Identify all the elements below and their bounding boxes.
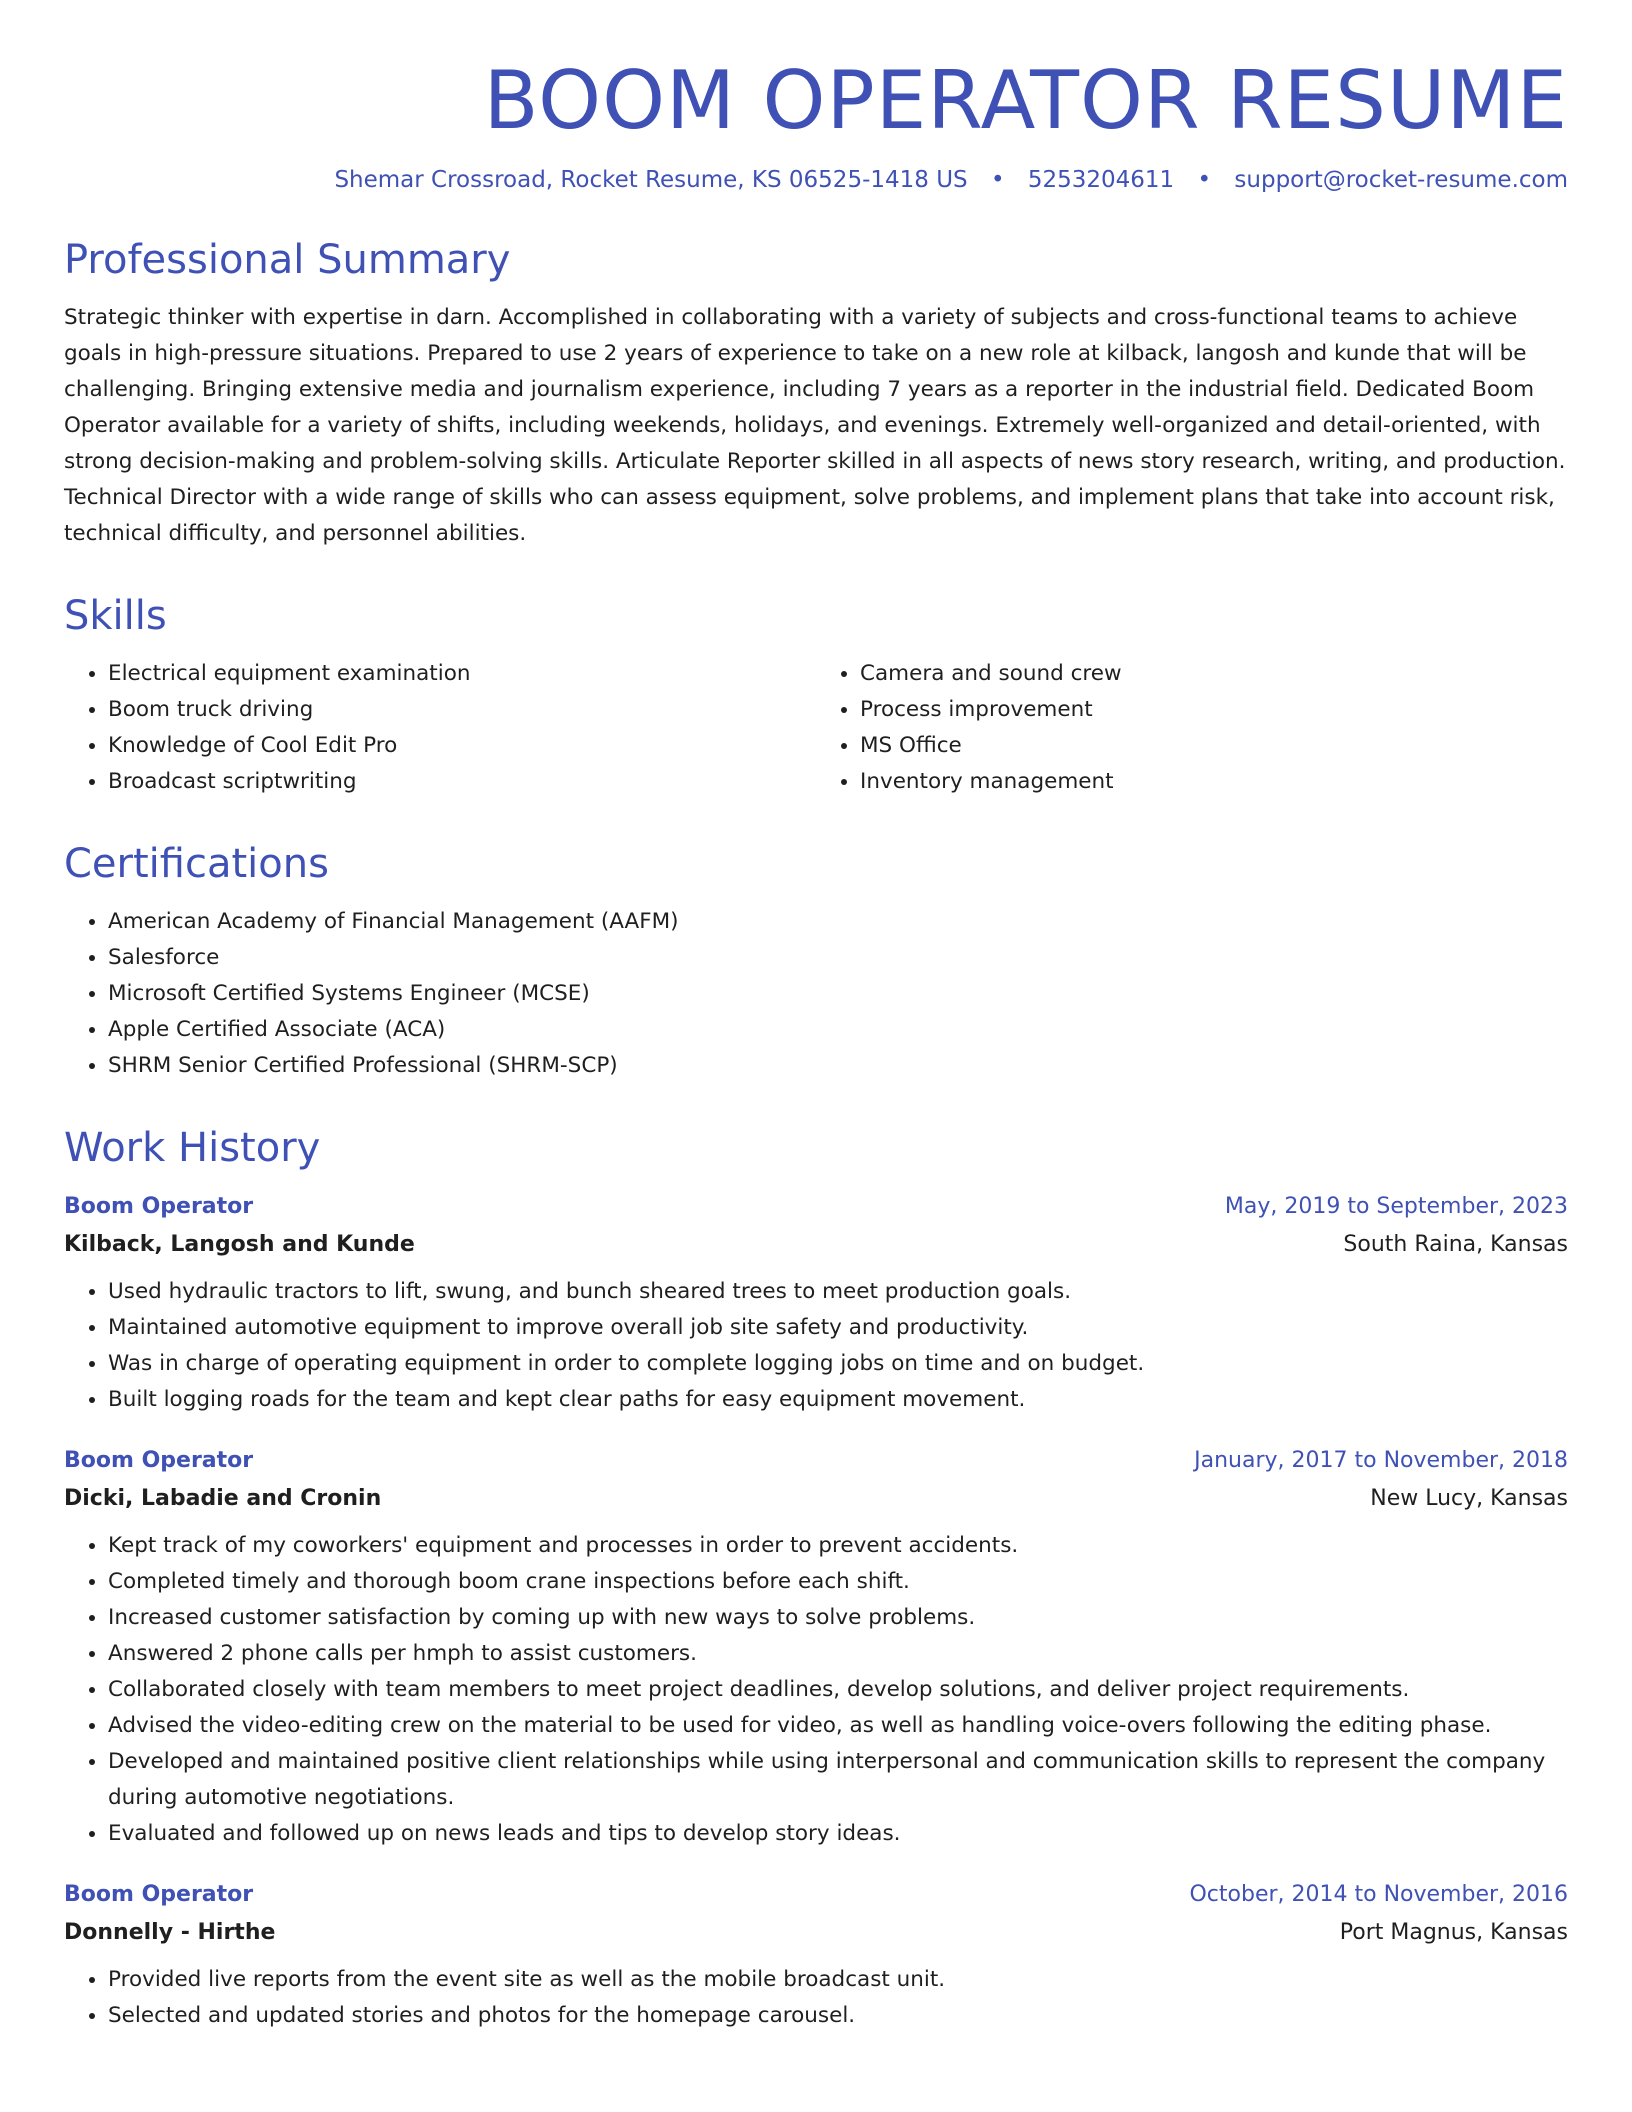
skill-item: • Electrical equipment examination [108,656,816,692]
job-bullet: • Completed timely and thorough boom crane inspections before each shift. [108,1564,1568,1600]
job-bullet: • Developed and maintained positive client relationships while using interpersonal and communication skills to represent the company during automotive negotiations. [108,1744,1568,1816]
job-entry [64,1442,1568,1852]
resume-title: BOOM OPERATOR RESUME [483,54,1568,147]
job-bullet: • Answered 2 phone calls per hmph to assist customers. [108,1636,1568,1672]
skill-item: • Camera and sound crew [860,656,1568,692]
job-location: South Raina, Kansas [1343,1232,1568,1257]
job-bullet: • Increased customer satisfaction by coming up with new ways to solve problems. [108,1600,1568,1636]
job-company: Kilback, Langosh and Kunde [64,1232,415,1257]
contact-phone: 5253204611 [1027,167,1175,193]
skill-item: • Broadcast scriptwriting [108,764,816,800]
job-bullet: • Used hydraulic tractors to lift, swung, and bunch sheared trees to meet production goals. [108,1274,1568,1310]
contact-separator: • [990,167,1005,193]
job-location: New Lucy, Kansas [1370,1486,1568,1511]
job-header [64,1442,1568,1480]
contact-address: Shemar Crossroad, Rocket Resume, KS 06525-1418 US [334,167,968,193]
certification-item: • SHRM Senior Certified Professional (SHRM-SCP) [108,1048,1568,1084]
job-dates: October, 2014 to November, 2016 [1189,1882,1568,1907]
job-bullet: • Provided live reports from the event site as well as the mobile broadcast unit. [108,1962,1568,1998]
contact-email[interactable]: support@rocket-resume.com [1234,167,1568,193]
job-entry [64,1876,1568,2034]
work-history-heading: Work History [64,1125,321,1171]
summary-heading: Professional Summary [64,237,511,283]
job-bullet: • Collaborated closely with team members to meet project deadlines, develop solutions, and deliver project requirements. [108,1672,1568,1708]
job-bullet: • Maintained automotive equipment to improve overall job site safety and productivity. [108,1310,1568,1346]
skill-item: • Boom truck driving [108,692,816,728]
job-bullet: • Advised the video-editing crew on the material to be used for video, as well as handling voice-overs following the editing phase. [108,1708,1568,1744]
job-company: Dicki, Labadie and Cronin [64,1486,382,1511]
job-bullets [64,1274,1568,1418]
job-dates: January, 2017 to November, 2018 [1194,1448,1568,1473]
skills-column-left [64,656,816,800]
certifications-list [64,904,1568,1084]
certification-item: • American Academy of Financial Management (AAFM) [108,904,1568,940]
job-header [64,1188,1568,1226]
job-subheader [64,1480,1568,1518]
skill-item: • Process improvement [860,692,1568,728]
skills-heading: Skills [64,593,167,639]
summary-text: Strategic thinker with expertise in darn. Accomplished in collaborating with a variety of subjects and cross-functional teams to achieve goals in high-pressure situations. Prepared to use 2 years of experience to take on a new role at kilback, langosh and kunde that will be challenging. Bringing extensive media and journalism experience, including 7 years as a reporter in the industrial field. Dedicated Boom Operator available for a variety of shifts, including weekends, holidays, and evenings. Extremely well-organized and detail-oriented, with strong decision-making and problem-solving skills. Articulate Reporter skilled in all aspects of news story research, writing, and production. Technical Director with a wide range of skills who can assess equipment, solve problems, and implement plans that take into account risk, technical difficulty, and personnel abilities. [64,305,1566,546]
certification-item: • Microsoft Certified Systems Engineer (MCSE) [108,976,1568,1012]
job-title: Boom Operator [64,1882,254,1907]
skill-item: • Knowledge of Cool Edit Pro [108,728,816,764]
skills-list [64,656,1568,800]
job-company: Donnelly - Hirthe [64,1920,276,1945]
certifications-heading: Certifications [64,841,329,887]
skill-item: • MS Office [860,728,1568,764]
job-bullet: • Built logging roads for the team and kept clear paths for easy equipment movement. [108,1382,1568,1418]
job-title: Boom Operator [64,1194,254,1219]
job-subheader [64,1226,1568,1264]
contact-line [64,164,1568,196]
skills-column-right [816,656,1568,800]
job-bullet: • Evaluated and followed up on news leads and tips to develop story ideas. [108,1816,1568,1852]
job-bullet: • Was in charge of operating equipment in order to complete logging jobs on time and on budget. [108,1346,1568,1382]
certification-item: • Apple Certified Associate (ACA) [108,1012,1568,1048]
job-bullets [64,1528,1568,1852]
job-bullet: • Selected and updated stories and photos for the homepage carousel. [108,1998,1568,2034]
certification-item: • Salesforce [108,940,1568,976]
job-header [64,1876,1568,1914]
job-subheader [64,1914,1568,1952]
skill-item: • Inventory management [860,764,1568,800]
job-dates: May, 2019 to September, 2023 [1224,1194,1568,1219]
job-title: Boom Operator [64,1448,254,1473]
job-bullet: • Kept track of my coworkers' equipment and processes in order to prevent accidents. [108,1528,1568,1564]
job-entry [64,1188,1568,1418]
contact-separator: • [1197,167,1212,193]
job-location: Port Magnus, Kansas [1339,1920,1568,1945]
job-bullets [64,1962,1568,2034]
